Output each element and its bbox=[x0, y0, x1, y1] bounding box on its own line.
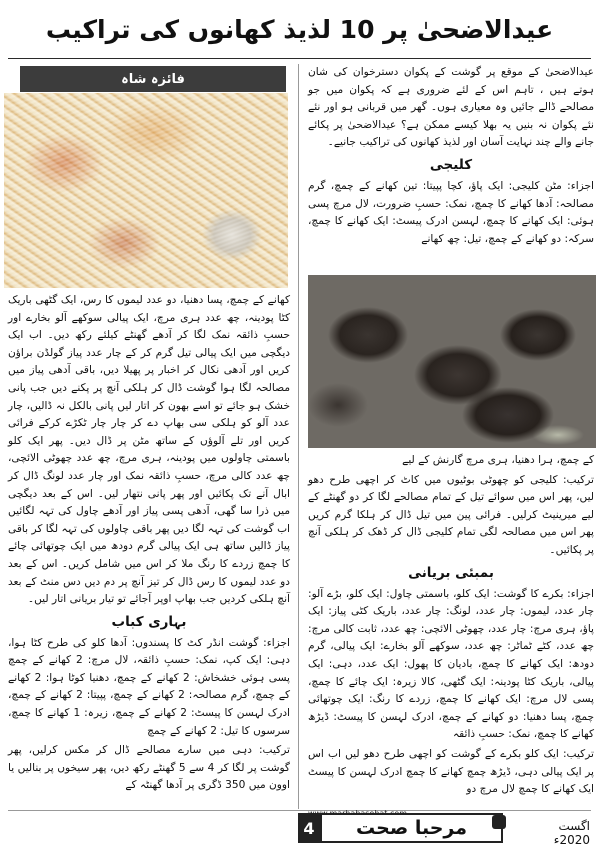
bombay-method: ترکیب: ایک کلو بکرے کے گوشت کو اچھی طرح دھو لیں اب اس پر ایک پیالی دہی، ڈیڑھ چمچ کھانے کا چمچ ادرک لہسن کا پیسٹ ایک کھانے کا چمچ لال مرچ دو bbox=[308, 747, 594, 796]
column-divider bbox=[298, 64, 299, 809]
right-column-lower bbox=[308, 452, 594, 801]
headline-rule bbox=[8, 58, 591, 59]
biryani-photo bbox=[4, 93, 288, 288]
magazine-masthead: مرحبا صحت bbox=[320, 813, 503, 843]
bombay-ingredients: اجزاء: بکرے کا گوشت: ایک کلو، باسمتی چاول: ایک کلو، بڑے آلو: چار عدد، لیموں: چار عدد، لونگ: چار عدد، باریک کٹی پیاز: ایک پاؤ، ہری مرچ: چار عدد، چھوٹی الائچی: چھ عدد، ثابت کالی مرچ: چھ عدد، کٹے ٹماٹر: چھ عدد، سوکھے آلو بخارے: ایک پیالی، گرم دودھ: ایک کھانے کا چمچ، بادیان کا پھول: ایک عدد، دہی: ایک پیالی، باریک کٹا پودینہ: ایک گٹھی، کالا زیرہ: ایک چائے کا چمچ، پسی لال مرچ: ایک کھانے کا چمچ، زردے کا رنگ: ایک چوتھائی چمچ، پسا دھنیا: دو کھانے کے چمچ، ادرک لہسن کا پیسٹ: ڈیڑھ کھانے کا چمچ، نمک: حسبِ ذائقہ bbox=[308, 587, 594, 741]
bombay-biryani-heading: بمبئی بریانی bbox=[408, 564, 494, 581]
page-number: 4 bbox=[298, 813, 320, 843]
page-footer bbox=[0, 811, 599, 849]
author-byline: فائزہ شاہ bbox=[20, 66, 286, 92]
kaleji-method: ترکیب: کلیجی کو چھوٹی بوٹیوں میں کاٹ کر اچھی طرح دھو لیں، پھر اس میں سوائے تیل کے تمام مصالحے لگا کر دو گھنٹے کے لیے میرینیٹ کرلیں۔ فرائی پین میں تیل ڈال کر ہلکا گرم کریں پھر اس میں مصالحہ لگی تمام کلیجی ڈال کر ڈھک کر ہلکی آنچ پر پکائیں۔ bbox=[308, 473, 594, 556]
kaleji-ingredients: اجزاء: مٹن کلیجی: ایک پاؤ، کچا پپیتا: تین کھانے کے چمچ، گرم مصالحہ: آدھا کھانے کا چمچ، نمک: حسبِ ضرورت، لال مرچ پسی ہوئی: ایک کھانے کا چمچ، لہسن ادرک پیسٹ: ایک کھانے کا چمچ، سرکہ: دو کھانے کے چمچ، تیل: چھ کھانے bbox=[308, 179, 594, 245]
intro-paragraph: عیدالاضحیٰ کے موقع پر گوشت کے پکوان دسترخوان کی شان ہوتے ہیں ، تاہم اس کے لئے ضروری ہے کہ پکوان میں جو مصالحے ڈالے جائیں وہ معیاری ہوں۔ گھر میں قربانی ہو اور نئے نئے پکوان نہ بنیں یہ بھلا کیسے ممکن ہے؟ عیدالاضحیٰ پر پکائے جانے والے چند نہایت آسان اور لذیذ کھانوں کی تراکیب جانیے۔ bbox=[308, 66, 594, 149]
issue-date: اگست 2020ء bbox=[553, 819, 590, 847]
kabab-ingredients: اجزاء: گوشت انڈر کٹ کا پسندوں: آدھا کلو کی طرح کٹا ہوا، دہی: ایک کپ، نمک: حسبِ ذائقہ، لال مرچ: 2 کھانے کے چمچ پسی ہوئی خشخاش: 2 کھانے کے چمچ، دھنیا کوٹا ہوا: 2 کھانے کے چمچ، گرم مصالحہ: 2 کھانے کے چمچ، پپیتا: 2 کھانے کے چمچ، ادرک لہسن کا پیسٹ: 2 کھانے کے چمچ، زیرہ: 1 کھانے کا چمچ، سرسوں کا تیل: 2 کھانے کے چمچ bbox=[8, 636, 291, 737]
kaleji-garnish: کے چمچ، ہرا دھنیا، ہری مرچ گارنش کے لیے bbox=[402, 454, 594, 466]
bihari-kabab-heading: بہاری کباب bbox=[111, 613, 187, 630]
kaleji-photo bbox=[308, 275, 596, 448]
biryani-continued: کھانے کے چمچ، پسا دھنیا، دو عدد لیموں کا رس، ایک گٹھی باریک کٹا پودینہ، چھ عدد ہری مرچ، ایک پیالی سوکھے آلو بخارے اور حسبِ ذائقہ نمک لگا کر آدھے گھنٹے کیلئے رکھ دیں۔ اب ایک دیگچی میں ایک پیالی تیل گرم کر کے چار عدد پیاز گولڈن براؤن کریں اور آدھی نکال کر اخبار پر پھیلا دیں، باقی آدھی پیاز میں مصالحہ لگا ہوا گوشت ڈال کر ہلکی آنچ پر پکنے دیں جب پانی خشک ہو جائے تو اسے بھون کر اتار لیں پانی بالکل نہ ڈالیں، چار عدد آلو کو ہلکی سی بھاپ دے کر چار چار ٹکڑے کرکے فرائی کریں اور تلے آلوؤں کے ساتھ مٹن پر ڈال دیں۔ پھر ایک کلو باسمتی چاولوں میں پودینہ، ہری مرچ، چھ عدد چھوٹی الائچی، چھ عدد کالی مرچ، حسبِ ذائقہ نمک اور چار عدد لونگ ڈال کر ابال آنے تک پکائیں اور پھر پانی نتھار لیں۔ اس کے بعد دیگچی میں ذرا سا گھی، آدھی پسی پیاز اور آدھے چاول کی تہہ لگائیں اب گوشت کی تہہ لگا دیں پھر باقی چاولوں کی تہہ لگا کر باقی پیاز ڈالیں ساتھ ہی ایک پیالی گرم دودھ میں ایک چوتھائی چائے کا چمچ زردے کا رنگ ملا کر اس میں شامل کریں۔ اس کے بعد دو عدد لیموں کا رس ڈال کر تیز آنچ پر دم دیں دس منٹ کے بعد آنچ ہلکی کردیں جب بھاپ اوپر آجائے تو تیار بریانی اتار لیں۔ bbox=[8, 294, 290, 606]
page-headline: عیدالاضحیٰ پر 10 لذیذ کھانوں کی تراکیب bbox=[45, 14, 554, 44]
left-column bbox=[8, 292, 291, 792]
kabab-method: ترکیب: دہی میں سارے مصالحے ڈال کر مکس کرلیں، پھر گوشت پر لگا کر 4 سے 5 گھنٹے رکھ دیں، پھر سیخوں پر بنالیں یا اوون میں 350 ڈگری پر آدھا گھنٹہ کے bbox=[8, 744, 290, 792]
masthead-badge-icon bbox=[492, 815, 506, 829]
right-column bbox=[308, 64, 594, 304]
kaleji-heading: کلیجی bbox=[429, 156, 473, 173]
